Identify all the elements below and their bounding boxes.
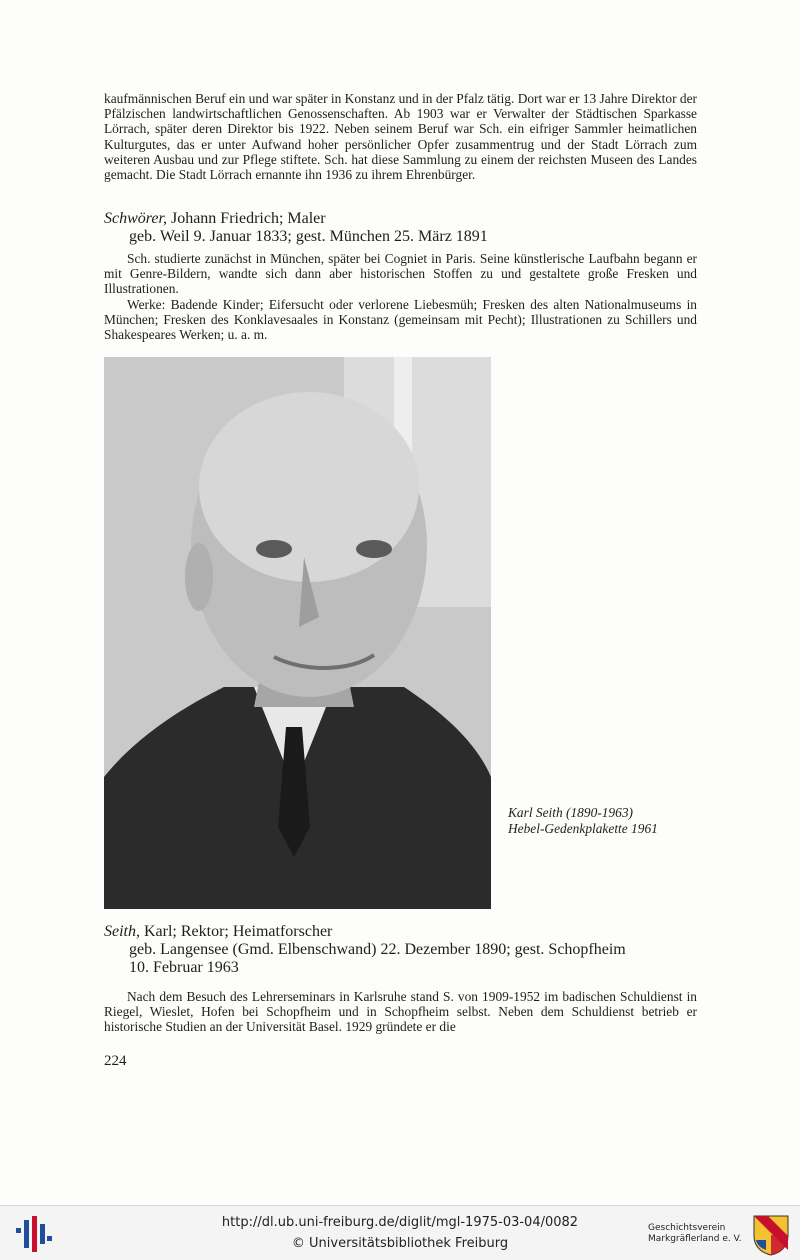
- society-name-line-2: Markgräflerland e. V.: [648, 1234, 742, 1244]
- entry-dates-seith-1: geb. Langensee (Gmd. Elbenschwand) 22. Dezember 1890; gest. Schopfheim: [129, 941, 626, 958]
- seith-body: [104, 989, 697, 1035]
- page-number: 224: [104, 1053, 127, 1069]
- caption-line-2: Hebel-Gedenkplakette 1961: [508, 821, 658, 836]
- schwoerer-body: [104, 251, 697, 342]
- top-paragraph: kaufmännischen Beruf ein und war später in Konstanz und in der Pfalz tätig. Dort war er 13 Jahre Direktor der Pfälzischen landwirtschaftlichen Genossenschaften. Ab 1903 war er Verwalter der Städtischen Sparkasse Lörrach, später deren Direktor bis 1922. Neben seinem Beruf war Sch. ein eifriger Sammler heimatlichen Kulturgutes, das er unter Aufwand hoher persönlicher Opfer zusammentrug und der Stadt Lörrach zum weiteren Ausbau und zur Pflege stiftete. Sch. hat diese Sammlung zu einem der reichsten Museen des Landes gemacht. Die Stadt Lörrach ernannte ihn 1936 zu ihrem Ehrenbürger.: [104, 91, 697, 183]
- entry-dates-schwoerer: geb. Weil 9. Januar 1833; gest. München 25. März 1891: [129, 228, 488, 245]
- entry-role-schwoerer: Johann Friedrich; Maler: [166, 210, 326, 227]
- footer-url-link[interactable]: http://dl.ub.uni-freiburg.de/diglit/mgl-1975-03-04/0082: [221, 1215, 579, 1230]
- footer-bar: [0, 1205, 800, 1260]
- entry-heading-seith: [104, 923, 332, 941]
- photo-caption: [508, 805, 658, 837]
- entry-name-seith: Seith,: [104, 923, 140, 940]
- top-paragraph-block: [104, 91, 697, 182]
- entry-role-seith: Karl; Rektor; Heimatforscher: [140, 923, 333, 940]
- entry-heading-schwoerer: [104, 210, 326, 228]
- caption-line-1: Karl Seith (1890-1963): [508, 805, 633, 820]
- footer-copyright: © Universitätsbibliothek Freiburg: [291, 1236, 509, 1251]
- entry-dates-seith-2: 10. Februar 1963: [129, 959, 239, 976]
- coat-of-arms-icon[interactable]: [752, 1214, 790, 1256]
- portrait-illustration: [104, 357, 491, 909]
- seith-paragraph-1: Nach dem Besuch des Lehrerseminars in Karlsruhe stand S. von 1909-1952 im badischen Schuldienst in Riegel, Wieslet, Hofen bei Schopfheim und in Schopfheim selbst. Neben dem Schuldienst betrieb er historische Studien an der Universität Basel. 1929 gründete er die: [104, 989, 697, 1035]
- entry-name-schwoerer: Schwörer,: [104, 210, 167, 227]
- portrait-photo: [104, 357, 491, 909]
- society-name-line-1: Geschichtsverein: [648, 1223, 726, 1233]
- society-name[interactable]: [648, 1223, 741, 1245]
- schwoerer-paragraph-2: Werke: Badende Kinder; Eifersucht oder verlorene Liebesmüh; Fresken des alten Nationalmuseums in München; Fresken des Konklavesaales in Konstanz (gemeinsam mit Pecht); Illustrationen zu Schillers und Shakespeares Werken; u. a. m.: [104, 296, 697, 343]
- schwoerer-paragraph-1: Sch. studierte zunächst in München, später bei Cogniet in Paris. Seine künstlerische Laufbahn begann er mit Genre-Bildern, wandte sich dann aber historischen Stoffen zu und gestaltete große Fresken und Illustrationen.: [104, 251, 697, 297]
